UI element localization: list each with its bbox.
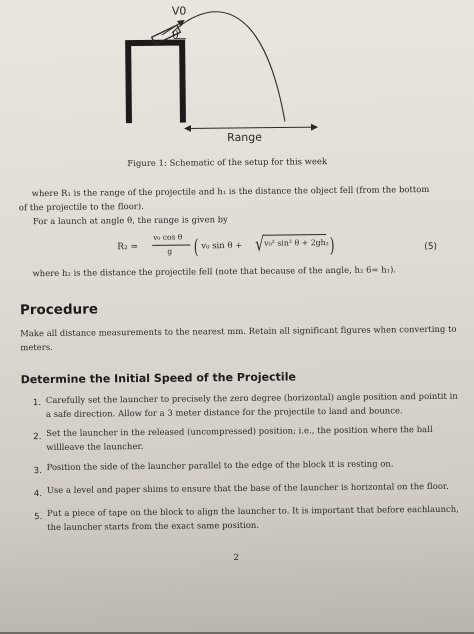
step-number: 5. [34,512,43,523]
sqrt-bar [263,234,326,236]
where-range-line1: where R₁ is the range of the projectile and h₁ is the distance the object fell (from the bottom [31,183,430,199]
theta-label: θ [171,28,179,42]
where-range-line2: of the projectile to the floor). [18,200,144,213]
subsection-heading: Determine the Initial Speed of the Projectile [20,370,296,387]
procedure-heading: Procedure [19,301,99,319]
range-label: Range [227,130,263,145]
step-text: the launcher starts from the exact same position. [47,519,260,532]
step-number: 1. [32,398,42,409]
figure-caption: Figure 1: Schematic of the setup for this week [127,156,328,169]
eq-frac-den: g [167,246,173,256]
where-h2-note: where h₂ is the distance the projectile fell (note that because of the angle, h₂ 6= h₁). [32,264,397,279]
launch-intro: For a launch at angle θ, the range is given by [32,214,228,227]
launch-block [128,43,183,124]
page-number: 2 [233,551,239,563]
left-paren: ( [193,234,199,259]
right-paren: ) [329,232,335,258]
step-text: Carefully set the launcher to precisely the zero degree (horizontal) angle position and pointit in [45,390,458,406]
sqrt-sign: √ [255,231,265,256]
eq-sqrt-body: v₀² sin² θ + 2gh₂ [264,238,329,248]
fraction-bar [152,244,190,245]
step-number: 2. [33,432,42,443]
step-number: 4. [33,489,43,500]
eq-term1: v₀ sin θ + [201,240,243,252]
eq-frac-num: v₀ cos θ [153,232,183,242]
v0-label: V0 [171,4,187,18]
range-arrow [185,127,317,128]
step-text: a safe direction. Allow for a 3 meter distance for the projectile to land and bounce. [45,405,403,420]
step-text: Set the launcher in the released (uncompressed) position; i.e., the position where the ball [46,423,433,439]
trajectory [172,11,285,123]
range-equation [117,229,337,265]
procedure-body-line1: Make all distance measurements to the nearest mm. Retain all significant figures when converting to [20,323,457,339]
step-number: 3. [33,466,42,477]
step-text: Use a level and paper shims to ensure that the base of the launcher is horizontal on the floor. [46,480,449,496]
setup-schematic [112,0,334,149]
procedure-body-line2: meters. [20,341,53,353]
step-text: Put a piece of tape on the block to align the launcher to. It is important that before eachlaunch, [47,503,459,518]
equation-number: (5) [424,241,438,253]
eq-lhs: R₂ = [117,242,139,253]
step-text: willleave the launcher. [46,440,144,453]
step-text: Position the side of the launcher parallel to the edge of the block it is resting on. [46,458,394,473]
